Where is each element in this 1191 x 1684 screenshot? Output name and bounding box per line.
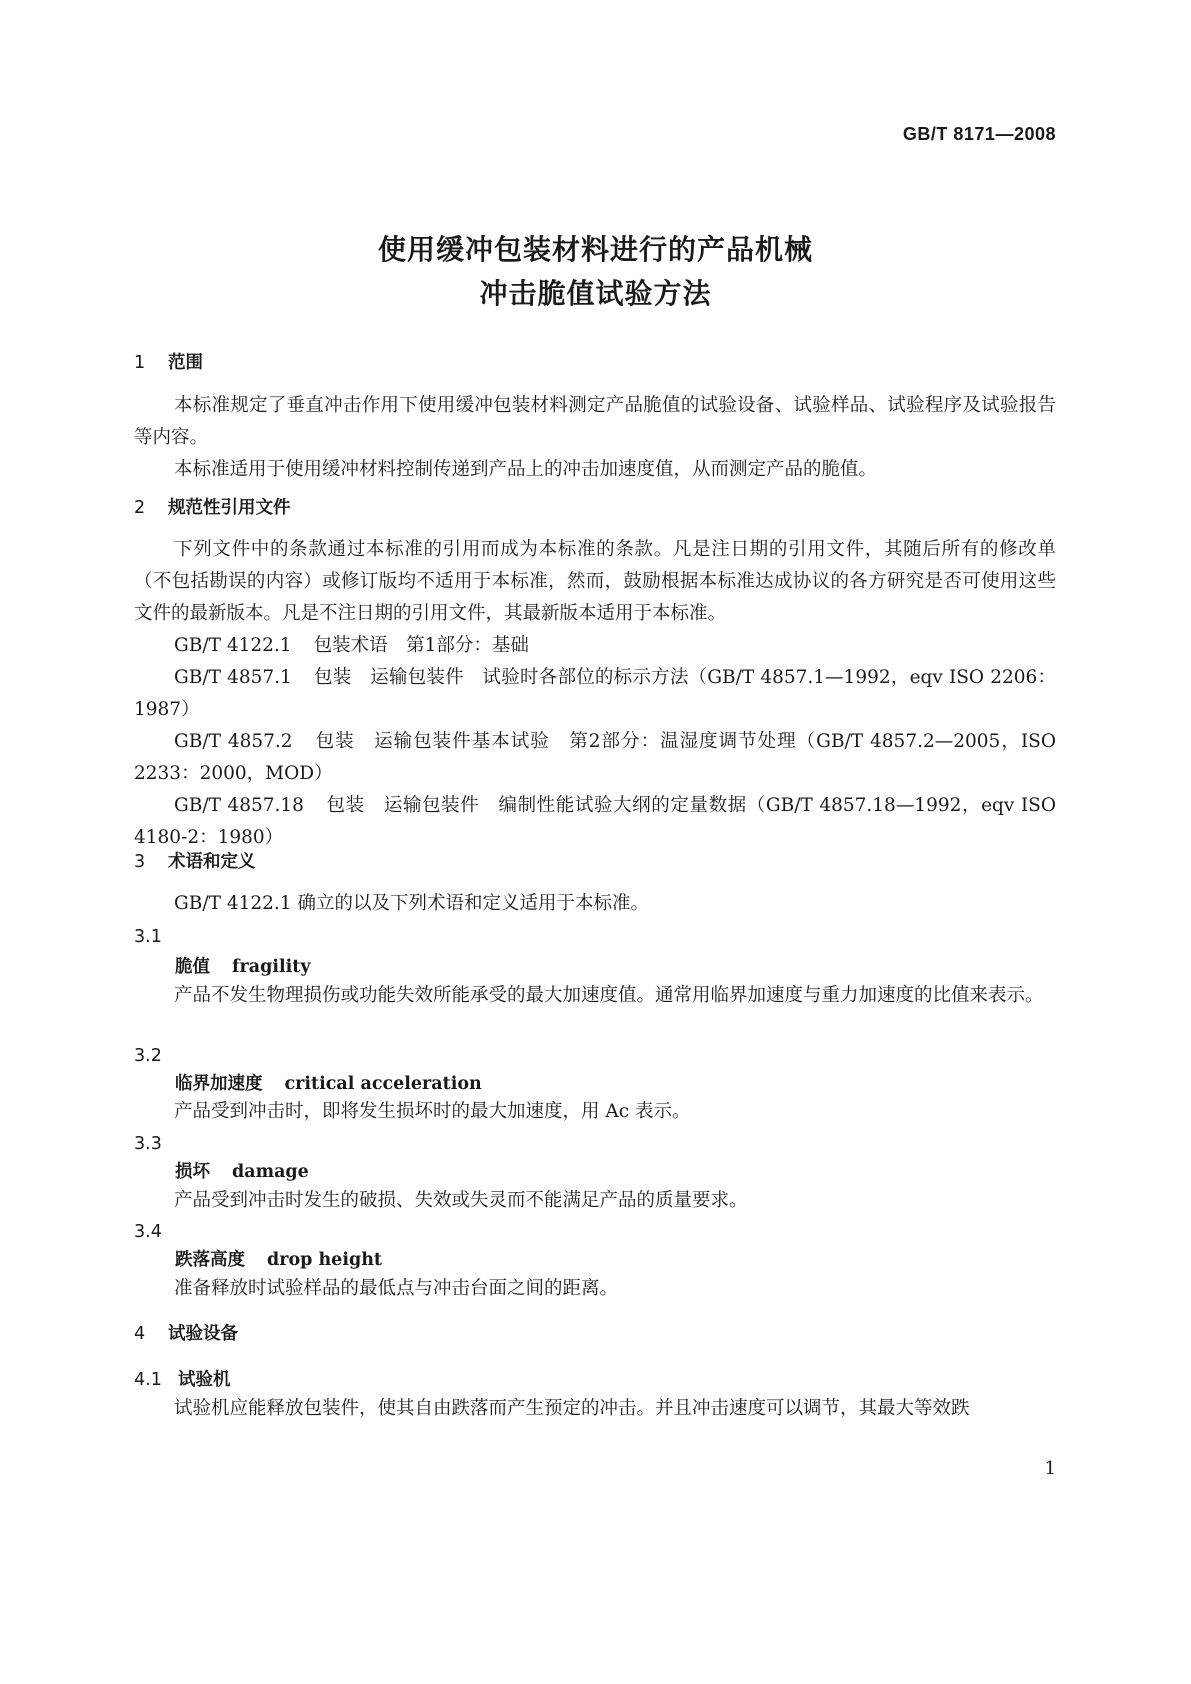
paragraph: 本标准规定了垂直冲击作用下使用缓冲包装材料测定产品脆值的试验设备、试验样品、试验程序及试验报告等内容。 — [134, 395, 1056, 448]
section-4-heading — [134, 1320, 238, 1348]
reference-code: GB/T 4857.18 — [174, 795, 304, 816]
reference-code: GB/T 4857.1 — [174, 667, 292, 688]
reference-title: 包装 运输包装件 试验时各部位的标示方法（GB/T 4857.1—1992，eqv ISO 2206：1987） — [134, 667, 1057, 720]
section-3-intro — [134, 888, 1056, 920]
section-1-body — [134, 390, 1056, 486]
term-heading — [175, 953, 311, 981]
term-english: drop height — [267, 1250, 383, 1270]
normative-reference — [134, 790, 1056, 854]
standard-code: GB/T 8171—2008 — [902, 124, 1056, 144]
paragraph: 下列文件中的条款通过本标准的引用而成为本标准的条款。凡是注日期的引用文件，其随后所有的修改单（不包括勘误的内容）或修订版均不适用于本标准，然而，鼓励根据本标准达成协议的各方研究是否可使用这些文件的最新版本。凡是不注日期的引用文件，其最新版本适用于本标准。 — [134, 539, 1056, 624]
reference-title: 包装 运输包装件 编制性能试验大纲的定量数据（GB/T 4857.18—1992，eqv ISO 4180-2：1980） — [134, 795, 1056, 848]
section-number: 3 — [134, 852, 146, 872]
normative-reference — [134, 630, 1056, 662]
term-english: critical acceleration — [284, 1074, 482, 1094]
title-line-1: 使用缓冲包装材料进行的产品机械 — [377, 233, 813, 266]
reference-title: 包装术语 第1部分：基础 — [313, 635, 529, 656]
reference-code: GB/T 4857.2 — [174, 731, 293, 752]
clause-number: 3.3 — [134, 1134, 162, 1154]
section-number: 1 — [134, 353, 146, 373]
term-chinese: 脆值 — [175, 957, 210, 977]
section-number: 4 — [134, 1324, 146, 1344]
section-title: 术语和定义 — [168, 852, 256, 872]
subsection-4-1-heading — [134, 1366, 231, 1394]
clause-number: 3.1 — [134, 927, 162, 947]
normative-reference — [134, 726, 1056, 790]
term-definition — [134, 1096, 1056, 1128]
paragraph: 产品受到冲击时发生的破损、失效或失灵而不能满足产品的质量要求。 — [174, 1190, 748, 1211]
term-chinese: 损坏 — [175, 1162, 210, 1182]
paragraph: GB/T 4122.1 确立的以及下列术语和定义适用于本标准。 — [174, 893, 649, 914]
paragraph: 准备释放时试验样品的最低点与冲击台面之间的距离。 — [174, 1278, 619, 1299]
term-heading — [175, 1070, 482, 1098]
subsection-title: 试验机 — [178, 1370, 231, 1390]
term-chinese: 临界加速度 — [175, 1074, 263, 1094]
term-english: fragility — [232, 957, 311, 977]
section-1-heading — [134, 349, 203, 377]
paragraph: 产品受到冲击时，即将发生损坏时的最大加速度，用 Ac 表示。 — [174, 1101, 691, 1122]
term-definition — [134, 980, 1056, 1012]
page-number: 1 — [1044, 1458, 1056, 1479]
document-title — [0, 228, 1191, 316]
section-number: 2 — [134, 498, 146, 518]
section-2-heading — [134, 494, 291, 522]
term-heading — [175, 1246, 382, 1274]
reference-title: 包装 运输包装件基本试验 第2部分：温湿度调节处理（GB/T 4857.2—2005，ISO 2233：2000，MOD） — [134, 731, 1057, 784]
normative-reference — [134, 662, 1056, 726]
section-2-body — [134, 534, 1056, 854]
paragraph: 产品不发生物理损伤或功能失效所能承受的最大加速度值。通常用临界加速度与重力加速度的比值来表示。 — [174, 985, 1044, 1006]
section-title: 试验设备 — [168, 1324, 238, 1344]
section-3-heading — [134, 848, 256, 876]
section-title: 规范性引用文件 — [168, 498, 291, 518]
term-chinese: 跌落高度 — [175, 1250, 245, 1270]
term-heading — [175, 1158, 309, 1186]
subsection-number: 4.1 — [134, 1370, 162, 1390]
term-definition — [134, 1185, 1056, 1217]
clause-number: 3.2 — [134, 1046, 162, 1066]
term-english: damage — [232, 1162, 309, 1182]
paragraph: 试验机应能释放包装件，使其自由跌落而产生预定的冲击。并且冲击速度可以调节，其最大等效跌 — [174, 1398, 970, 1419]
term-definition — [134, 1273, 1056, 1305]
subsection-4-1-body — [134, 1393, 1056, 1425]
title-line-2: 冲击脆值试验方法 — [479, 277, 712, 310]
reference-code: GB/T 4122.1 — [174, 635, 292, 656]
clause-number: 3.4 — [134, 1222, 162, 1242]
paragraph: 本标准适用于使用缓冲材料控制传递到产品上的冲击加速度值，从而测定产品的脆值。 — [174, 459, 878, 480]
section-title: 范围 — [168, 353, 203, 373]
